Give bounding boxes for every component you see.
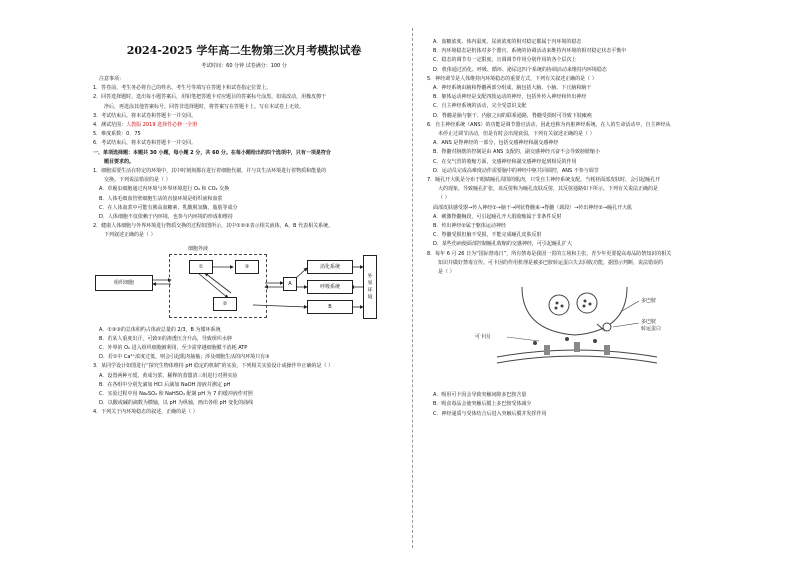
option-c: C．神经递质与受体结合后进入突触后膜并发挥作用 xyxy=(433,410,547,417)
option-a: A．设置两种互缓、黄成匀浆、稀释的蒸馏清三组进行对照实验 xyxy=(99,372,238,379)
question-8-cont: 知识并做好禁毒宣传。可卡因的作用机理是被多巴胺转运蛋白失去回收功能，据图示判断，说法错误的 xyxy=(438,259,664,266)
option-b: B．脊髓对膀胱的控制是由 ANS 支配的，副交感神经兴奋不会导致膀胱缩小 xyxy=(433,149,600,156)
note-scope xyxy=(93,121,395,130)
option-c: C．自主神经系统的活动，完全受意识支配 xyxy=(433,103,527,110)
option-a: A．神经系统由脑和脊髓两部分组成，脑包括大脑、小脑、下丘脑和脑干 xyxy=(433,85,592,92)
question-6-cont: 未停止过调节活动，但是有时会出现衰弱，下列有关叙述正确的是（ ） xyxy=(438,131,595,138)
option-c: C．稳态的调节有一定限度，且调调节作用分别作用的各个层次上 xyxy=(433,57,577,64)
question-2-cont: 下列叙述正确的是（ ） xyxy=(104,232,156,239)
question-2: 2．健康人体细胞与外界环境进行物质交换的过程如图所示，其中①②③表示相关液体，A、B 代表相关系统。 xyxy=(93,223,334,230)
question-6: 6．自主神经系统（ANS）的功能是调节器官活动，因此也称为内脏神经系统。在人的生命活动中，自主神经从 xyxy=(427,121,671,128)
fluid-3-box: ③ xyxy=(235,260,259,274)
option-b: B．内环境稳态是机体对多个器官、系统的协调活动来维持内环境的相对稳定状态平衡中 xyxy=(433,48,627,55)
reflex-pathway: 面部皮肤感受器→传入神经①→脑干→网状脊髓束→脊髓（颈段）→传出神经②→瞳孔开大肌 xyxy=(433,204,633,211)
question-4: 4．下列关于内环境稳态的叙述，正确的是（ ） xyxy=(93,409,198,416)
scope-prefix: 4．测试范围： xyxy=(93,122,127,129)
option-b: B．人体毛细血管壁细胞生活的直接环境是组织液和血浆 xyxy=(99,195,223,202)
fluid-2-box: ② xyxy=(213,297,237,311)
cocaine-label: 可卡因 xyxy=(475,334,491,341)
question-7-cont: 大的现象，导致瞳孔扩张，该反射称为瞳孔皮肤反射，其反射通路如下所示。下列有关说法正确的是 xyxy=(438,186,659,193)
transporter-label: 多巴胺 转运蛋白 xyxy=(641,319,662,333)
synapse-drawing xyxy=(427,279,729,389)
option-a: A．ANS 是脊神经的一部分，包括交感神经和副交感神经 xyxy=(433,140,559,147)
dopamine-label: 多巴胺 xyxy=(641,298,657,305)
question-3: 3．某同学设计如图进行“探究生物体维持 pH 稳定的机制”的实验。下列相关实验设计或操作中正确的是（ ） xyxy=(93,363,334,370)
question-8-cont: 是（ ） xyxy=(438,269,455,276)
option-d: D．以酸或碱的滴数为横轴，以 pH 为纵轴，画出各组 pH 变化的曲线 xyxy=(99,400,254,407)
option-b: B．吸食毒品会使突触后膜上多巴胺受体减少 xyxy=(433,401,532,408)
system-b-box: B xyxy=(307,300,353,314)
note-item: 净后，再选涂其他答案标号。回答非选择题时，将答案写在答题卡上。写在本试卷上无效。 xyxy=(104,103,305,110)
notes-heading: 注意事项： xyxy=(99,76,125,82)
note-item: 2．回答选择题时，选出每小题答案后，用铅笔把答题卡对应题目的答案标号涂黑。如需改动，用橡皮擦干 xyxy=(93,94,327,101)
digestive-system-box: 消化系统 xyxy=(307,260,353,274)
option-b: B．在各组中分别先滴加 HCl 后滴加 NaOH 溶液并测定 pH xyxy=(99,381,231,388)
option-a: A．草履虫细胞通过内环境与外界环境进行 O₂ 和 CO₂ 交换 xyxy=(99,186,230,193)
tissue-cell-box: 组织细胞 xyxy=(95,275,153,291)
note-item: 1．答卷前，考生务必将自己的姓名、考生号等填写在答题卡和试卷指定位置上。 xyxy=(93,85,272,92)
question-5: 5．神经调节是人体维持内环境稳态的重要方式，下列有关叙述正确的是（ ） xyxy=(427,75,597,82)
scope-highlight: 人教版 2019 选择性必修一全册 xyxy=(126,122,198,129)
option-d: D．某些伤病使面部控制瞳孔收缩的交感神经，可引起瞳孔扩大 xyxy=(433,241,572,248)
option-c: C．在交气管的收缩方面，交感神经和副交感神经起到相反的作用 xyxy=(433,158,577,165)
option-b: B．传出神经②属于躯体运动神经 xyxy=(433,223,506,230)
synapse-figure xyxy=(427,279,729,389)
option-d: D．机体通过消化、呼吸、循环、泌尿这四个系统的协调活动来维持内环境稳态 xyxy=(433,66,607,73)
option-a: A．①③③的总体积约占体液总量的 2/3，B 为循环系统 xyxy=(99,326,221,333)
extracellular-label: 细胞外液 xyxy=(188,245,209,252)
option-d: D．脊髓是脑与躯干、内脏之间的联系通路，脊髓受损时可导致下肢瘫痪 xyxy=(433,112,592,119)
option-c: C．在人体血浆中可能有胰高血糖素、乳酸脱氢酶、脂肪等成分 xyxy=(99,204,238,211)
option-a: A．吸用可卡因会导致突触间隙多巴胺含量 xyxy=(433,392,527,399)
option-d: D．人体细胞不仅依赖于内环境，也参与内环境的形成和维持 xyxy=(99,214,233,221)
section-heading: 一、单项选择题：本题共 30 小题，每小题 2 分，共 60 分。在每小题给出的四个选项中，只有一项是符合 xyxy=(93,149,331,156)
question-7: 7．瞳孔开大肌是分布于眼睛瞳孔周围的肌肉，只受自主神经系统支配，当耗材面部皮肤时，会引起瞳孔开 xyxy=(427,177,661,184)
page-title: 2024-2025 学年高二生物第三次月考模拟试卷 xyxy=(126,44,362,57)
question-7-cont: （ ） xyxy=(438,195,450,202)
body-fluid-diagram xyxy=(93,243,395,323)
respiratory-system-box: 呼吸系统 xyxy=(307,280,353,294)
section-heading-cont: 题目要求的。 xyxy=(104,158,135,165)
option-a: A．刺激脊髓胸段，可引起瞳孔开大肌收缩属于非条件反射 xyxy=(433,213,562,220)
external-environment-box: 外界环境 xyxy=(363,255,377,319)
option-c: C．外界的 O₂ 进入组织细胞被利用，至少需穿越细胞膜不消耗 ATP xyxy=(99,345,248,352)
option-d: D．运动员完成高难度动作需要脑中的神经中枢共同调控，ANS 不参与调节 xyxy=(433,167,599,174)
left-column xyxy=(93,30,395,418)
system-a-box: A xyxy=(283,277,297,291)
note-item: 6．考试结束后，将本试卷和答题卡一并交回。 xyxy=(93,140,197,147)
note-item: 3．考试结束后，将本试卷和答题卡一并交回。 xyxy=(93,112,197,119)
question-1-cont: 交换。下列说法错误的是（ ） xyxy=(104,177,171,184)
option-b: B．躯体运动神经是支配四肢运动的神经，包括外传入神经和传出神经 xyxy=(433,94,587,101)
fluid-1-box: ① xyxy=(189,260,213,274)
option-c: C．实验过程中用 Na₂SO₄ 和 NaHSO₄ 配制 pH 为 7 的缓冲液作对照 xyxy=(99,391,253,398)
option-d: D．若①中 Ca²⁺浓度过低，则会引起肌肉抽搐；涉及细胞生活的内环境只有③ xyxy=(99,354,270,361)
note-item: 5．难度系数：0．75 xyxy=(93,131,141,138)
option-c: C．脊髓受损但脑不受损，不能完成瞳孔皮肤反射 xyxy=(433,232,542,239)
question-1: 1．细胞需要生活在特定的环境中，其中时刻刻都在进行着细胞代谢，并与其生活环境进行着物质和能量的 xyxy=(93,168,327,175)
exam-meta: 考试时间：60 分钟 试卷满分：100 分 xyxy=(201,63,287,69)
option-b: B．若某人重度出汗，可致②的渗透压含升高，导致组织水肿 xyxy=(99,335,232,342)
question-8: 8．每年 6 月 26 日为“国际禁毒日”，所有禁毒是我国一贯的立场和主张，青少年更要提高毒品防禁知识的相关 xyxy=(427,250,672,257)
option-a: A．血糖浓度、体内温度、尿液浓度的相对稳定都属于内环境的稳态 xyxy=(433,39,582,45)
column-divider xyxy=(412,28,413,548)
right-column xyxy=(427,38,729,419)
